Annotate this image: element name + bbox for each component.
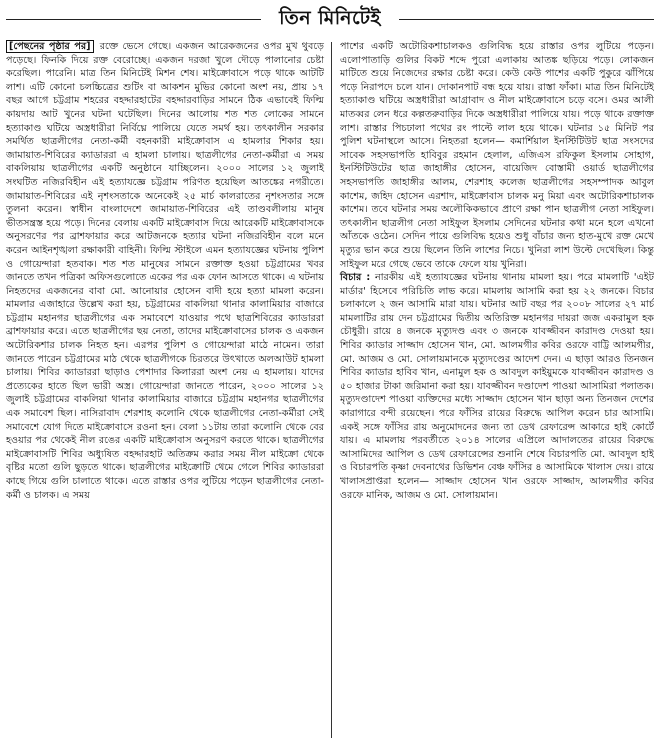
headline-rule-right (399, 19, 654, 20)
continued-label: [পেছনের পৃষ্ঠার পর] (6, 40, 94, 53)
headline: তিন মিনিটেই (269, 4, 391, 36)
right-column (336, 40, 654, 740)
left-column-paragraph (6, 40, 324, 502)
left-column-text: রক্তে ভেসে গেছে। একজন আরেকজনের ওপর মুখ থুবড়ে পড়েছে। ফিনকি দিয়ে রক্ত বেরোচ্ছে। একজন দরজা খুলে দৌড়ে পালানোর চেষ্টা করেছিল। পারেনি। মাত্র তিন মিনিটেই মিশন শেষ। মাইক্রোবাসে পড়ে থাকে আটটি লাশ। এটি কোনো চলচ্চিত্রের শুটিং বা আকশন মুভির কোনো অংশ নয়, প্রায় ১৭ বছর আগে চট্টগ্রাম শহরের বহদ্দারহাটের বহদ্দারবাড়ির সামনে ঠিক এভাবেই ফিল্মি কায়দায় আট খুনের ঘটনা ঘটেছিল। দিনের আলোয় শত শত লোকের সামনে হত্যাকাণ্ড ঘটিয়ে অস্ত্রধারীরা নির্বিঘ্নে পালিয়ে যেতে সমর্থ হয়। তৎকালীন সরকার সমর্থিত ছাত্রলীগের নেতা-কর্মী বহনকারী মাইক্রোবাস এ হামলার শিকার হয়। জামায়াত-শিবিরের ক্যাডাররা এ হামলা চালায়। ছাত্রলীগের নেতা-কর্মীরা এ সময় বাকলিয়ায় ছাত্রলীগের একটি অনুষ্ঠানে যাচ্ছিলেন। ২০০০ সালের ১২ জুলাই সংঘটিত নজিরবিহীন এই হত্যাযজ্ঞে চট্টগ্রাম পরিণত হয়েছিল আতঙ্কের নগরীতে। জামায়াত-শিবিরের এই নৃশংসতাকে অনেকেই ২৫ মার্চ কালরাতের নৃশংসতার সঙ্গে তুলনা করেন। স্বাধীন বাংলাদেশে জামায়াত-শিবিরের এই তাণ্ডবলীলায় মানুষ ভীতসন্ত্রস্ত হয়ে পড়ে। দিনের বেলায় একটি মাইক্রোবাস দিয়ে আরেকটি মাইক্রোবাসকে অনুসরণের পর ব্রাশফায়ার করে আটজনকে হত্যার ঘটনা নজিরবিহীন বলে মনে করেন আইনশৃঙ্খলা রক্ষাকারী বাহিনী। ফিল্মি স্টাইলে এমন হত্যাযজ্ঞের ঘটনায় পুলিশ ও গোয়েন্দারা হতবাক। শত শত মানুষের সামনে রক্তাক্ত হওয়া চট্টগ্রামের খবর জানতে তখন পত্রিকা অফিসগুলোতে একের পর এক ফোন আসতে থাকে। এ ঘটনায় নিহতদের একজনের বাবা মো. আনোয়ার হোসেন বাদী হয়ে হত্যা মামলা করেন। মামলার এজাহারে উল্লেখ করা হয়, চট্টগ্রামের বাকলিয়া থানার কালামিয়ার বাজারে চট্টগ্রাম মহানগর ছাত্রলীগের এক সমাবেশে যাওয়ার পথে ছাত্রশিবিরের ক্যাডাররা ব্রাশফায়ার করে। এতে ছাত্রলীগের ছয় নেতা, তাদের মাইক্রোবাসের চালক ও একজন অটোরিকশার চালক নিহত হন। এরপর পুলিশ ও গোয়েন্দারা মাঠে নামেন। তারা জানতে পারেন চট্টগ্রামের মাঠ থেকে ছাত্রলীগকে চিরতরে উৎখাতে অলআউট হামলা চালায়। শিবির ক্যাডাররা ছাড়াও পেশাদার কিলাররা অংশ নেয় এ হামলায়। যাদের প্রত্যেকের হাতে ছিল ভারী অস্ত্র। গোয়েন্দারা জানতে পারেন, ২০০০ সালের ১২ জুলাই চট্টগ্রামের বাকলিয়া থানার কালামিয়ার বাজারে চট্টগ্রাম মহানগর ছাত্রলীগের এক সমাবেশ ছিল। নাসিরাবাদ শেরশাহ কলোনি থেকে ছাত্রলীগের নেতা-কর্মীরা সেই সমাবেশে যোগ দিতে মাইক্রোবাসে রওনা হন। বেলা ১১টায় তারা কলোনি থেকে বের হওয়ার পর থেকেই নীল রঙের একটি মাইক্রোবাস অনুসরণ করতে থাকে। ছাত্রলীগের মাইক্রোবাসটি শিবির অধ্যুষিত বহদ্দারহাট অতিক্রম করার সময় নীল মাইক্রো থেকে বৃষ্টির মতো গুলি ছুড়তে থাকে। ছাত্রলীগের মাইক্রোটি থেমে গেলে শিবির ক্যাডাররা কাছে গিয়ে গুলি চালাতে থাকে। এতে রাস্তার ওপর লুটিয়ে পড়েন ছাত্রলীগের নেতা-কর্মী ও চালক। এ সময় (6, 41, 324, 501)
left-column (6, 40, 328, 740)
right-column-paragraph-1 (340, 40, 654, 271)
headline-bar (0, 0, 660, 40)
column-divider (331, 42, 332, 738)
right-column-text-2: নারকীয় এই হত্যাযজ্ঞের ঘটনায় থানায় মামলা হয়। পরে মামলাটি 'এইট মার্ডার' হিসেবে পরিচিতি লাভ করে। মামলায় আসামি করা হয় ২২ জনকে। বিচার চলাকালে ২ জন আসামি মারা যায়। ঘটনার আট বছর পর ২০০৮ সালের ২৭ মার্চ মামলাটির রায় দেন চট্টগ্রামের দ্বিতীয় অতিরিক্ত মহানগর দায়রা জজ একরামুল হক চৌধুরী। রায়ে ৪ জনকে মৃত্যুদণ্ড এবং ৩ জনকে যাবজ্জীবন কারাদণ্ড দেওয়া হয়। শিবির ক্যাডার সাজ্জাদ হোসেন খান, মো. আলমগীর কবির ওরফে বাট্টি আলমগীর, মো. আজম ও মো. সোলায়মানকে মৃত্যুদণ্ডের আদেশ দেন। এ ছাড়া আরও তিনজন শিবির ক্যাডার হাবিব খান, এনামুল হক ও আবদুল কাইয়ুমকে যাবজ্জীবন কারাদণ্ড ও ৫০ হাজার টাকা জরিমানা করা হয়। যাবজ্জীবন দণ্ডাদেশ পাওয়া আসামিরা পলাতক। মৃত্যুদণ্ডাদেশ পাওয়া ব্যক্তিদের মধ্যে সাজ্জাদ হোসেন খান ছাড়া অন্য তিনজন দেশের কারাগারে বন্দী রয়েছেন। পরে ফাঁসির রায়ের বিরুদ্ধে আপিল করেন চার আসামি। একই সঙ্গে ফাঁসির রায় অনুমোদনের জন্য তা ডেথ রেফারেন্স আকারে হাই কোর্টে যায়। এ মামলায় পরবর্তীতে ২০১৪ সালের এপ্রিলে আদালতের রায়ের বিরুদ্ধে আসামিদের আপিল ও ডেথ রেফারেন্সের শুনানি শেষে বিচারপতি মো. আবদুল হাই ও বিচারপতি কৃষ্ণা দেবনাথের ডিভিশন বেঞ্চ ফাঁসির ৪ আসামিকে খালাস দেয়। রায়ে খালাসপ্রাপ্তরা হলেন— সাজ্জাদ হোসেন খান ওরফে সাজ্জাদ, আলমগীর কবির ওরফে মানিক, আজম ও মো. সোলায়মান। (340, 272, 654, 501)
right-column-text-1: পাশের একটি অটোরিকশাচালকও গুলিবিদ্ধ হয়ে রাস্তার ওপর লুটিয়ে পড়েন। এলোপাতাড়ি গুলির বিকট শব্দে পুরো এলাকায় আতঙ্ক ছড়িয়ে পড়ে। লোকজন মাটিতে শুয়ে নিজেদের রক্ষার চেষ্টা করে। কেউ কেউ পাশের একটি পুকুরে ঝাঁপিয়ে পড়ে নিরাপদে চলে যান। দোকানপাট বন্ধ হয়ে যায়। রাস্তা ফাঁকা। মাত্র তিন মিনিটেই হত্যাকাণ্ড ঘটিয়ে অস্ত্রধারীরা আগ্রাবাদ ও নীল মাইক্রোবাসে চড়ে বসে। ওমর আলী মাতব্বর লেন ধরে কল্পতরুবাড়ির দিকে অস্ত্রধারীরা পালিয়ে যায়। পড়ে থাকে রক্তাক্ত লাশ। রাস্তার পিচঢালা পথের রং পাল্টে লাল হয়ে থাকে। ঘটনার ১৫ মিনিট পর পুলিশ ঘটনাস্থলে আসে। নিহতরা হলেন— কমার্শিয়াল ইনস্টিটিউট ছাত্র সংসদের সাবেক সহসভাপতি হাবিবুর রহমান হেলাল, এজিএস রফিকুল ইসলাম সোহাগ, ইনস্টিটিউটের ছাত্র জাহাঙ্গীর হোসেন, বায়েজিদ বোস্তামী ওয়ার্ড ছাত্রলীগের সহসভাপতি জাহাঙ্গীর আলম, শেরশাহ কলেজ ছাত্রলীগের সহসম্পাদক আবুল কাশেম, জহিদ হোসেন এরশাদ, মাইক্রোবাস চালক মনু মিয়া এবং অটোরিকশাচালক কাশেম। তবে ঘটনার সময় অলৌকিকভাবে প্রাণে রক্ষা পান ছাত্রলীগ নেতা সাইফুল। তৎকালীন ছাত্রলীগ নেতা সাইফুল ইসলাম সেদিনের ঘটনার কথা মনে হলে এখনো আঁতকে ওঠেন। সেদিন পায়ে গুলিবিদ্ধ হয়েও শুধু বাঁচার জন্য হাত-মুখে রক্ত মেখে মৃত্যুর ভান করে শুয়ে ছিলেন তিনি লাশের নিচে। খুনিরা লাশ উল্টে দেখেছিল। কিন্তু সাইফুল মরে গেছে ভেবে তাকে ফেলে যায় খুনিরা। (340, 41, 654, 270)
headline-rule-left (6, 19, 261, 20)
right-column-paragraph-2 (340, 271, 654, 502)
section-label-trial: বিচার : (340, 272, 371, 284)
